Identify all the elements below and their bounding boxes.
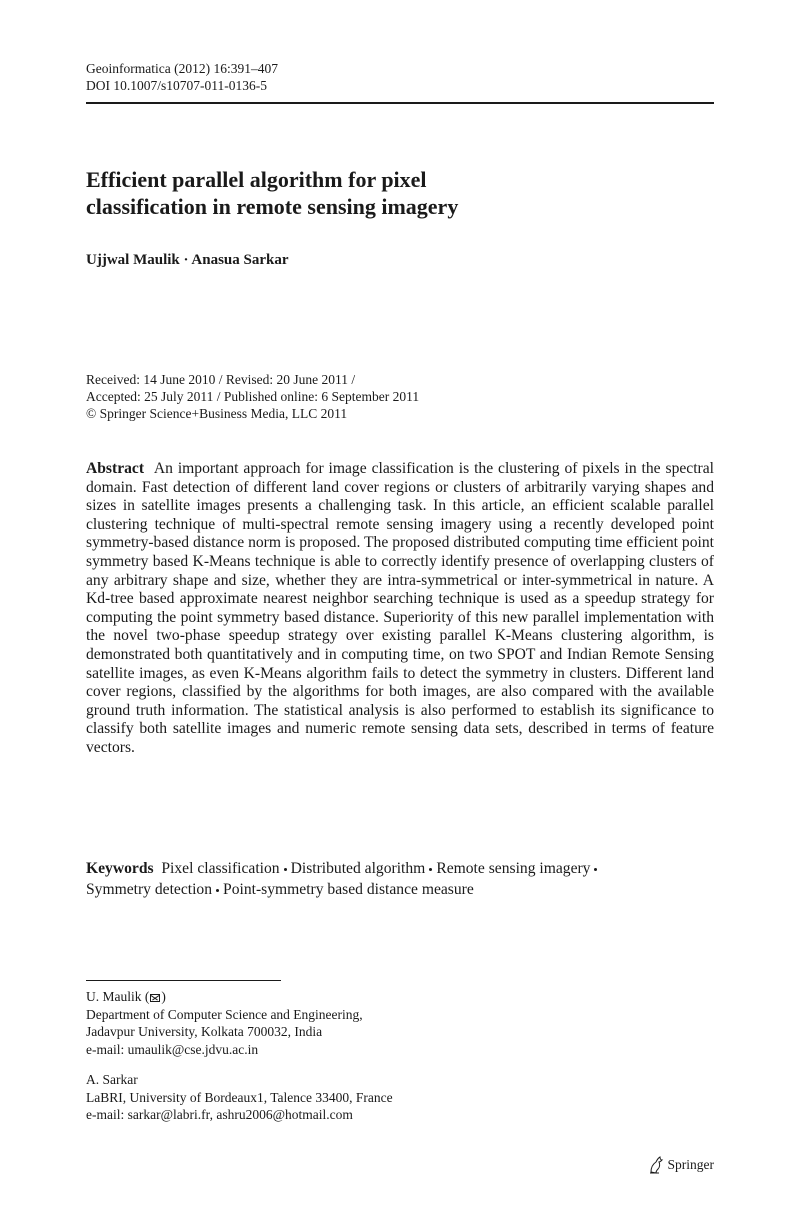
author-name: U. Maulik ( (86, 989, 150, 1004)
envelope-icon (150, 994, 160, 1002)
affiliation-maulik (86, 988, 363, 1058)
journal-citation: Geoinformatica (2012) 16:391–407 (86, 61, 278, 76)
springer-horse-icon (648, 1156, 664, 1174)
publication-dates (86, 371, 419, 422)
footnote-divider (86, 980, 281, 981)
author-name: A. Sarkar (86, 1072, 138, 1087)
publisher-name: Springer (667, 1157, 714, 1172)
author-list: Ujjwal Maulik · Anasua Sarkar (86, 252, 289, 268)
paper-page (86, 0, 714, 1212)
keyword-item: Distributed algorithm (290, 860, 426, 877)
title-line-2: classification in remote sensing imagery (86, 194, 459, 219)
abstract (86, 460, 714, 758)
keyword-separator (216, 889, 219, 892)
keyword-item: Remote sensing imagery (436, 860, 591, 877)
affiliation-sarkar (86, 1071, 393, 1124)
dates-line-2: Accepted: 25 July 2011 / Published online: 6 September 2011 (86, 389, 420, 404)
keyword-separator (284, 868, 287, 871)
abstract-text: An important approach for image classification is the clustering of pixels in the spectral domain. Fast detection of different land cover regions or clusters of arbitrarily varying shapes and sizes in satellite images presents a challenging task. In this article, an efficient scalable parallel clustering technique of multi-spectral remote sensing imagery using a recently developed point symmetry-based distance norm is proposed. The proposed distributed computing time efficient point symmetry based K-Means technique is able to correctly identify presence of overlapping clusters of any arbitrary shape and size, whether they are intra-symmetrical or inter-symmetrical in nature. A Kd-tree based approximate nearest neighbor searching technique is used as a speedup strategy for computing the point symmetry based distance. Superiority of this new parallel implementation with the novel two-phase speedup strategy over existing parallel K-Means clustering algorithm, is demonstrated both quantitatively and in computing time, on two SPOT and Indian Remote Sensing satellite images, as even K-Means algorithm fails to detect the symmetry in clusters. Different land cover regions, classified by the algorithms for both images, are also compared with the available ground truth information. The statistical analysis is also performed to establish its significance to classify both satellite images and numeric remote sensing data sets, described in terms of feature vectors. (86, 460, 715, 756)
affiliation-line: Jadavpur University, Kolkata 700032, India (86, 1024, 323, 1039)
email-line[interactable]: e-mail: umaulik@cse.jdvu.ac.in (86, 1041, 259, 1057)
keyword-separator (429, 868, 432, 871)
copyright-line: © Springer Science+Business Media, LLC 2011 (86, 406, 348, 421)
keyword-item: Symmetry detection (86, 881, 213, 898)
affiliation-line: LaBRI, University of Bordeaux1, Talence 33400, France (86, 1089, 393, 1105)
email-line[interactable]: e-mail: sarkar@labri.fr, ashru2006@hotmail.com (86, 1107, 353, 1122)
keyword-item: Pixel classification (161, 860, 280, 877)
author-name-close: ) (161, 989, 166, 1004)
keyword-separator (594, 868, 597, 871)
dates-line-1: Received: 14 June 2010 / Revised: 20 June 2011 / (86, 372, 356, 387)
publisher-logo (648, 1156, 715, 1174)
keywords-label: Keywords (86, 860, 154, 877)
title-line-1: Efficient parallel algorithm for pixel (86, 167, 427, 192)
author-name-line (86, 988, 363, 1006)
affiliation-line: Department of Computer Science and Engineering, (86, 1006, 363, 1022)
doi-line[interactable]: DOI 10.1007/s10707-011-0136-5 (86, 78, 267, 93)
journal-header (86, 60, 278, 94)
keyword-item: Point-symmetry based distance measure (223, 881, 474, 898)
article-title (86, 166, 646, 220)
header-divider (86, 102, 714, 104)
keywords (86, 858, 714, 900)
abstract-label: Abstract (86, 460, 145, 477)
